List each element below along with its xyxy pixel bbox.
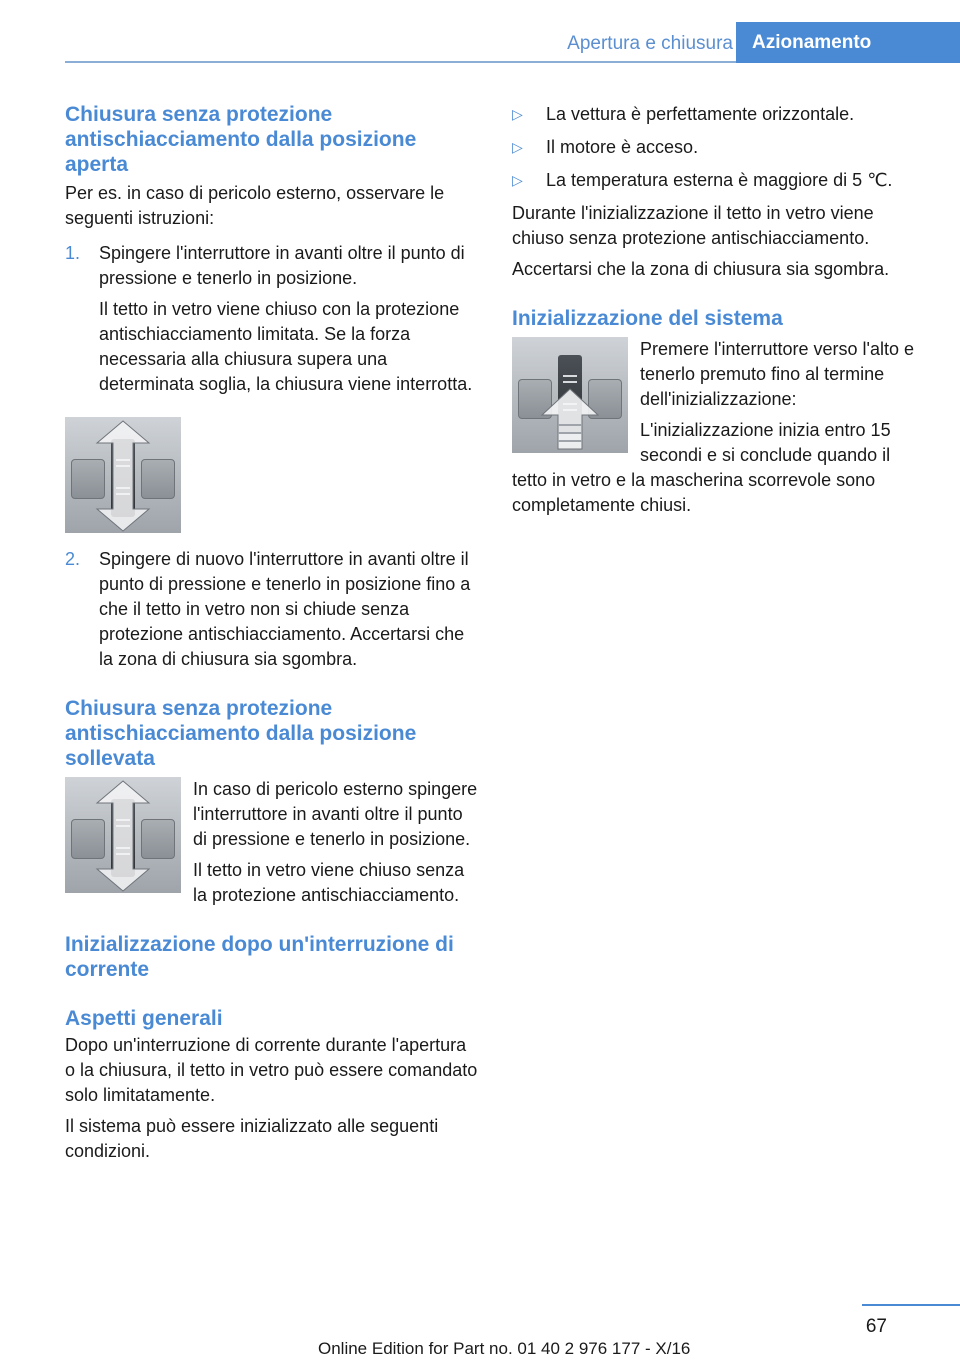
triangle-bullet-icon: ▷	[512, 139, 523, 155]
init-start-text: L'inizializzazione inizia entro 15 secondi e si conclude quando il tetto in vetro e la mascherina scorrevole sono completamente chiusi.	[512, 420, 891, 515]
step-2-number: 2.	[65, 549, 81, 569]
condition-text-1: La vettura è perfettamente orizzontale.	[546, 104, 855, 124]
switch-image-up-down	[65, 417, 181, 533]
intro-paragraph: Per es. in caso di pericolo esterno, osservare le seguenti istruzioni:	[65, 183, 445, 228]
up-arrow-icon	[512, 337, 628, 453]
press-switch-text: Premere l'interruttore verso l'alto e tenerlo premuto fino al termine dell'inizializzazione:	[640, 339, 914, 409]
general-aspects-text: Dopo un'interruzione di corrente durante l'apertura o la chiusura, il tetto in vetro può essere comandato solo limitatamente.	[65, 1035, 478, 1105]
heading-init-after-power-loss: Inizializzazione dopo un'interruzione di corrente	[65, 933, 454, 981]
triangle-bullet-icon: ▷	[512, 106, 523, 122]
right-column	[512, 102, 930, 518]
during-init-text: Durante l'inizializzazione il tetto in vetro viene chiuso senza protezione antischiacciamento.	[512, 203, 874, 248]
footer-rule	[862, 1304, 960, 1306]
raised-instruction: In caso di pericolo esterno spingere l'interruttore in avanti oltre il punto di pressione e tenerlo in posizione.	[193, 779, 478, 849]
ensure-clear-text: Accertarsi che la zona di chiusura sia sgombra.	[512, 259, 890, 279]
heading-closing-from-open: Chiusura senza protezione antischiacciamento dalla posizione aperta	[65, 103, 417, 176]
up-down-arrow-icon	[65, 777, 181, 893]
condition-bullet-1	[512, 102, 930, 127]
heading-general-aspects: Aspetti generali	[65, 1007, 223, 1030]
condition-bullet-3	[512, 168, 930, 193]
header-section-title: Apertura e chiusura	[567, 33, 733, 54]
condition-text-2: Il motore è acceso.	[546, 137, 699, 157]
step-1-note: Il tetto in vetro viene chiuso con la protezione antischiacciamento limitata. Se la forza necessaria alla chiusura supera una determinata soglia, la chiusura viene interrotta.	[99, 299, 473, 394]
header-chapter-tab: Azionamento	[736, 22, 960, 63]
step-2	[65, 547, 480, 672]
left-column	[65, 102, 480, 1164]
condition-bullet-2	[512, 135, 930, 160]
step-1-number: 1.	[65, 243, 81, 263]
heading-closing-from-raised: Chiusura senza protezione antischiacciamento dalla posizione sollevata	[65, 697, 417, 770]
page-number: 67	[865, 1316, 887, 1337]
conditions-text: Il sistema può essere inizializzato alle seguenti condizioni.	[65, 1116, 439, 1161]
heading-system-init: Inizializzazione del sistema	[512, 307, 783, 330]
condition-text-3: La temperatura esterna è maggiore di 5 ℃.	[546, 170, 893, 190]
raised-result: Il tetto in vetro viene chiuso senza la protezione antischiacciamento.	[193, 860, 465, 905]
step-1-text: Spingere l'interruttore in avanti oltre il punto di pressione e tenerlo in posizione.	[99, 243, 465, 288]
up-down-arrow-icon	[65, 417, 181, 533]
edition-line: Online Edition for Part no. 01 40 2 976 177 - X/16	[318, 1339, 691, 1358]
switch-image-forward	[65, 777, 181, 893]
switch-image-up	[512, 337, 628, 453]
step-1	[65, 241, 480, 397]
triangle-bullet-icon: ▷	[512, 172, 523, 188]
step-2-text: Spingere di nuovo l'interruttore in avanti oltre il punto di pressione e tenerlo in posizione fino a che il tetto in vetro non si chiude senza protezione antischiacciamento. Accertarsi che la zona di chiusura sia sgombra.	[99, 549, 471, 669]
